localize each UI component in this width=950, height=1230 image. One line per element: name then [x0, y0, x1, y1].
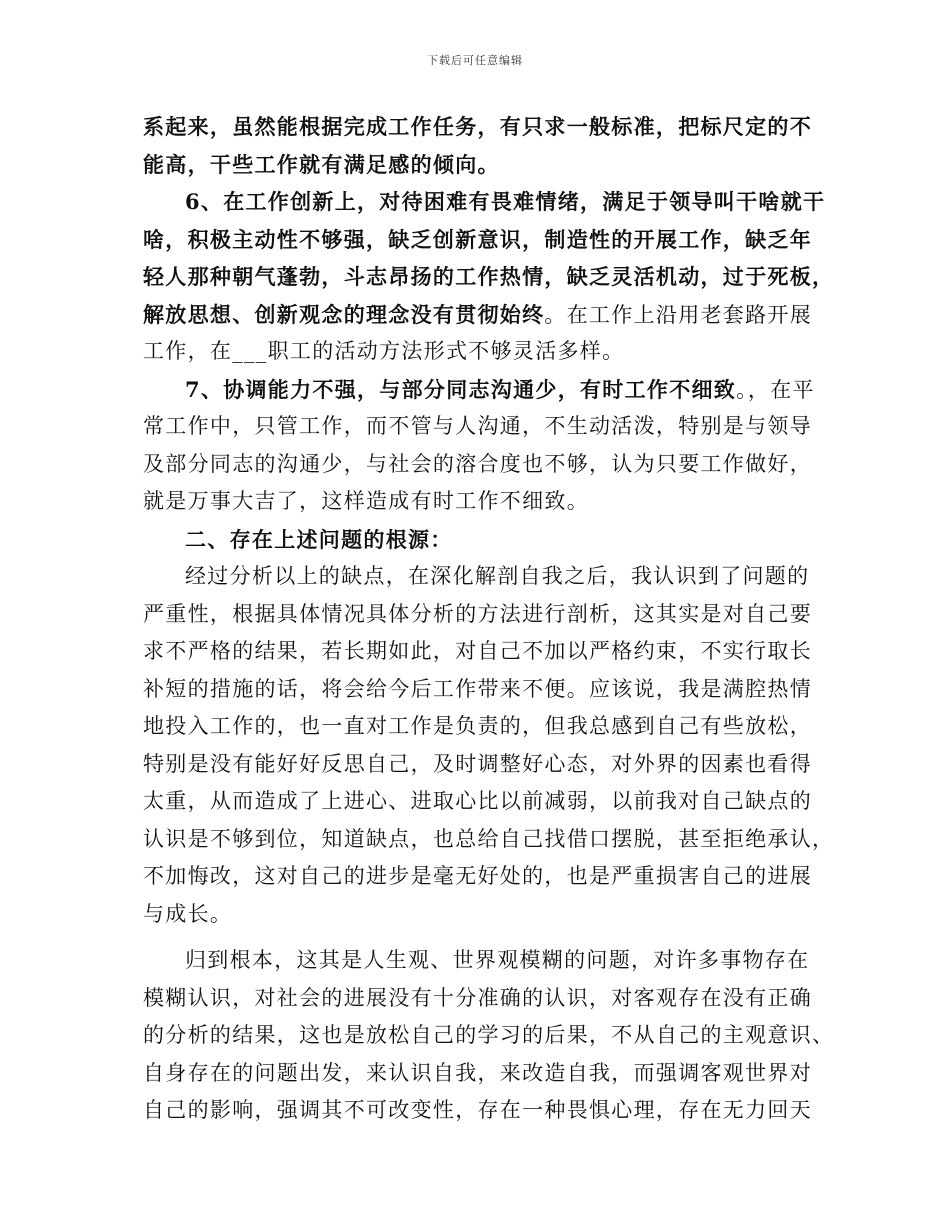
text-line — [143, 942, 811, 980]
text-line — [143, 596, 811, 634]
text-line — [143, 221, 811, 259]
text-line — [143, 746, 811, 784]
bold-text: 解放思想、创新观念的理念没有贯彻始终 — [143, 301, 545, 327]
text-line — [143, 1092, 811, 1130]
bold-text: 啥，积极主动性不够强，缺乏创新意识，制造性的开展工作，缺乏年 — [143, 226, 812, 252]
body-text: 与成长。 — [143, 901, 233, 926]
text-line — [143, 671, 811, 709]
body-text: 工作，在___职工的活动方法形式不够灵活多样。 — [143, 339, 625, 363]
bold-text: 二、存在上述问题的根源： — [185, 526, 453, 552]
text-line — [143, 296, 811, 334]
body-text: 归到根本，这其是人生观、世界观模糊的问题，对许多事物存在 — [185, 948, 810, 972]
body-text: 。，在平 — [736, 377, 815, 402]
bold-text: 轻人那种朝气蓬勃，斗志昂扬的工作热情，缺乏灵活机动，过于死板， — [143, 264, 835, 289]
text-line — [143, 183, 826, 221]
body-text: 常工作中，只管工作，而不管与人沟通，不生动活泼，特别是与领导 — [143, 414, 812, 438]
text-line — [143, 821, 835, 859]
text-line — [143, 1017, 835, 1055]
body-text: 不加悔改，这对自己的进步是毫无好处的，也是严重损害自己的进展 — [143, 864, 812, 888]
text-line — [143, 108, 811, 146]
text-line — [143, 258, 835, 296]
text-line — [143, 483, 811, 521]
body-text: 求不严格的结果，若长期如此，对自己不加以严格约束，不实行取长 — [143, 639, 812, 663]
body-text: 太重，从而造成了上进心、进取心比以前减弱，以前我对自己缺点的 — [143, 789, 812, 813]
text-line — [143, 1055, 811, 1093]
body-text: 特别是没有能好好反思自己，及时调整好心态，对外界的因素也看得 — [143, 751, 812, 776]
text-line — [143, 408, 811, 446]
text-line — [143, 521, 811, 559]
body-text: 就是万事大吉了，这样造成有时工作不细致。 — [143, 489, 589, 513]
bold-text: 7、协调能力不强，与部分同志沟通少，有时工作不细致 — [185, 376, 737, 402]
text-line — [143, 371, 815, 409]
body-text: 严重性，根据具体情况具体分析的方法进行剖析，这其实是对自己要 — [143, 601, 812, 626]
text-line — [143, 858, 811, 896]
text-line — [143, 558, 811, 596]
document-body — [143, 108, 835, 1130]
body-text: 经过分析以上的缺点，在深化解剖自我之后，我认识到了问题的 — [185, 564, 810, 588]
paragraph-gap — [143, 933, 811, 942]
text-line — [143, 446, 811, 484]
body-text: 地投入工作的，也一直对工作是负责的，但我总感到自己有些放松， — [143, 714, 812, 738]
body-text: 自己的影响，强调其不可改变性，存在一种畏惧心理，存在无力回天 — [143, 1098, 812, 1122]
bold-text: 6、在工作创新上，对待困难有畏难情绪，满足于领导叫干啥就干 — [185, 189, 826, 214]
text-line — [143, 896, 811, 934]
body-text: 及部分同志的沟通少，与社会的溶合度也不够，认为只要工作做好， — [143, 451, 812, 476]
body-text: 自身存在的问题出发，来认识自我，来改造自我，而强调客观世界对 — [143, 1060, 812, 1085]
bold-text: 系起来，虽然能根据完成工作任务，有只求一般标准，把标尺定的不 — [143, 114, 812, 139]
body-text: 补短的措施的话，将会给今后工作带来不便。应该说，我是满腔热情 — [143, 676, 812, 701]
text-line — [143, 980, 811, 1018]
text-line — [143, 633, 811, 671]
bold-text: 能高，干些工作就有满足感的倾向。 — [143, 151, 500, 177]
page-header: 下载后可任意编辑 — [427, 54, 523, 67]
body-text: 。在工作上沿用老套路开展 — [544, 302, 813, 327]
text-line — [143, 333, 811, 371]
text-line — [143, 146, 811, 184]
text-line — [143, 708, 811, 746]
text-line — [143, 783, 811, 821]
body-text: 的分析的结果，这也是放松自己的学习的后果，不从自己的主观意识、 — [143, 1023, 835, 1047]
body-text: 认识是不够到位，知道缺点，也总给自己找借口摆脱，甚至拒绝承认， — [143, 826, 835, 851]
body-text: 模糊认识，对社会的进展没有十分准确的认识，对客观存在没有正确 — [143, 985, 812, 1010]
